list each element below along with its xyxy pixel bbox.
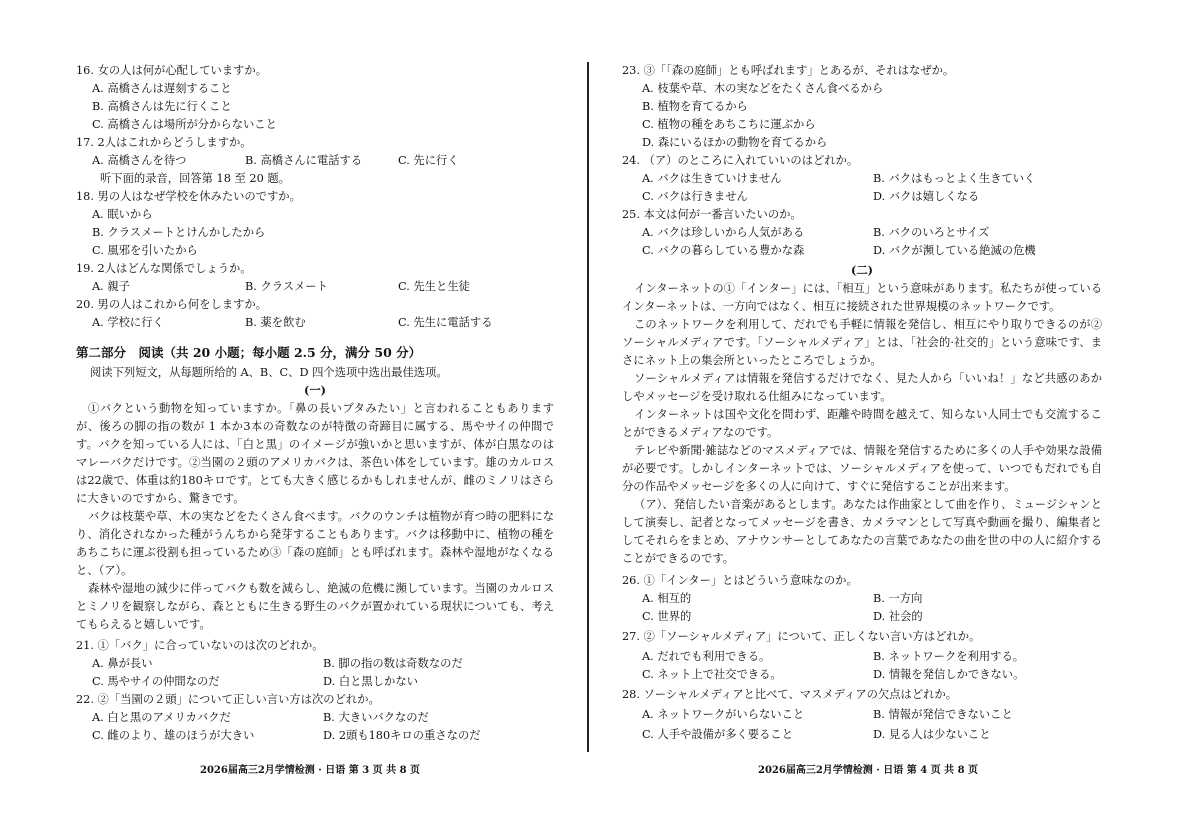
passage-paragraph: 森林や湿地の減少に伴ってバクも数を減らし、絶滅の危機に瀕しています。当園のカルロスとミノリを観察しながら、森とともに生きる野生のバクが置かれている現状についても、考えてもらえると嬉しいです。: [76, 582, 554, 631]
option: C. 風邪を引いたから: [92, 244, 198, 257]
option: C. 植物の種をあちこちに運ぶから: [642, 118, 816, 131]
question-28: 28. ソーシャルメディアと比べて、マスメディアの欠点はどれか。: [622, 688, 958, 701]
option: C. 馬やサイの仲間なのだ: [92, 675, 220, 688]
left-page: [76, 0, 554, 826]
question-25: 25. 本文は何が一番言いたいのか。: [622, 208, 802, 221]
option: D. 社会的: [873, 610, 923, 623]
option: B. 一方向: [873, 592, 923, 605]
question-26: 26. ①「インター」とはどういう意味なのか。: [622, 574, 858, 587]
passage-paragraph: （ア）、発信したい音楽があるとします。あなたは作曲家として曲を作り、ミュージシャンとして演奏し、記者となってメッセージを書き、カメラマンとして写真や動画を撮り、編集者としてそれらをまとめ、アナウンサーとしてあなたの言葉であなたの曲を世の中の人に紹介することができるのです。: [622, 498, 1102, 565]
option: B. 高橋さんは先に行くこと: [92, 100, 232, 113]
question-27: 27. ②「ソーシャルメディア」について、正しくない言い方はどれか。: [622, 630, 981, 643]
page-footer: 2026届高三2月学情检测 · 日语 第 3 页 共 8 页: [200, 765, 421, 776]
question-17: 17. 2人はこれからどうしますか。: [76, 136, 252, 149]
option: C. 雌のより、雄のほうが大きい: [92, 729, 255, 742]
question-18: 18. 男の人はなぜ学校を休みたいのですか。: [76, 190, 301, 203]
option: B. 植物を育てるから: [642, 100, 748, 113]
option: C. 人手や設備が多く要ること: [642, 728, 793, 741]
option: B. ネットワークを利用する。: [873, 650, 1025, 663]
section-instruction: 阅读下列短文，从每题所给的 A、B、C、D 四个选项中选出最佳选项。: [90, 366, 448, 379]
option: B. バクはもっとよく生きていく: [873, 172, 1036, 185]
option: B. 脚の指の数は奇数なのだ: [323, 657, 463, 670]
option: C. 世界的: [642, 610, 692, 623]
option: C. 高橋さんは場所が分からないこと: [92, 118, 277, 131]
option: B. クラスメート: [245, 280, 328, 293]
option: C. バクの暮らしている豊かな森: [642, 244, 805, 257]
passage-paragraph: ソーシャルメディアは情報を発信するだけでなく、見た人から「いいね！」など共感のあかしやメッセージを受け取れる仕組みになっています。: [622, 372, 1102, 403]
passage-paragraph: テレビや新聞·雑誌などのマスメディアでは、情報を発信するために多くの人手や効果な設備が必要です。しかしインターネットでは、ソーシャルメディアを使って、いつでもだれでも自分の作品やメッセージを多くの人に向けて、すぐに発信することが出来ます。: [622, 444, 1102, 493]
right-page: [622, 0, 1102, 826]
passage-paragraph: ①バクという動物を知っていますか。「鼻の長いブタみたい」と言われることもありますが、後ろの脚の指の数が 1 本か3本の奇数なのが特徴の奇蹄目に属する、馬やサイの仲間です。バクを知っている人には、「白と黒」のイメージが強いかと思いますが、体が白黒なのはマレーバクだけです。②当園の２頭のアメリカバクは、茶色い体をしています。雄のカルロスは22歳で、体重は約180キロです。とても大きく感じるかもしれませんが、雌のミノリはさらに大きいのですから、驚きです。: [76, 402, 554, 505]
option: A. 白と黒のアメリカバクだ: [92, 711, 231, 724]
option: A. バクは珍しいから人気がある: [642, 226, 805, 239]
question-22: 22. ②「当園の２頭」について正しい言い方は次のどれか。: [76, 693, 380, 706]
option: B. バクのいろとサイズ: [873, 226, 990, 239]
passage-paragraph: インターネットの①「インター」には、「相互」という意味があります。私たちが使っているインターネットは、一方向ではなく、相互に接続された世界規模のネットワークです。: [622, 282, 1102, 313]
question-24: 24. （ア）のところに入れていいのはどれか。: [622, 154, 859, 167]
question-19: 19. 2人はどんな関係でしょうか。: [76, 262, 252, 275]
option: A. 親子: [92, 280, 130, 293]
question-23: 23. ③「「森の庭師」とも呼ばれます」とあるが、それはなぜか。: [622, 64, 955, 77]
option: B. 大きいバクなのだ: [323, 711, 429, 724]
option: A. 相互的: [642, 592, 692, 605]
option: B. 情報が発信できないこと: [873, 708, 1013, 721]
option: C. 先生と生徒: [398, 280, 470, 293]
option: B. 高橋さんに電話する: [245, 154, 363, 167]
column-divider: [587, 62, 589, 752]
option: A. 高橋さんを待つ: [92, 154, 187, 167]
question-20: 20. 男の人はこれから何をしますか。: [76, 298, 268, 311]
option: C. ネット上で社交できる。: [642, 668, 782, 681]
option: D. 情報を発信しかできない。: [873, 668, 1025, 681]
option: A. 鼻が長い: [92, 657, 153, 670]
option: A. 学校に行く: [92, 316, 164, 329]
option: C. 先に行く: [398, 154, 459, 167]
option: D. 森にいるほかの動物を育てるから: [642, 136, 828, 149]
passage-paragraph: このネットワークを利用して、だれでも手軽に情報を発信し、相互にやり取りできるのが②ソーシャルメディアです。「ソーシャルメディア」とは、「社会的·社交的」という意味です、まさにネット上の集会所といったところでしょうか。: [622, 318, 1102, 367]
option: A. 枝葉や草、木の実などをたくさん食べるから: [642, 82, 884, 95]
passage-paragraph: インターネットは国や文化を問わず、距離や時間を越えて、知らない人同士でも交流することができるメディアなのです。: [622, 408, 1102, 439]
listening-instruction: 听下面的录音，回答第 18 至 20 题。: [100, 172, 290, 185]
option: B. 薬を飲む: [245, 316, 306, 329]
option: D. 2頭も180キロの重さなのだ: [323, 729, 481, 742]
section-title: 第二部分 阅读（共 20 小题；每小题 2.5 分，满分 50 分）: [76, 345, 422, 360]
option: D. バクは嬉しくなる: [873, 190, 980, 203]
option: A. ネットワークがいらないこと: [642, 708, 805, 721]
option: A. だれでも利用できる。: [642, 650, 771, 663]
option: D. 白と黒しかない: [323, 675, 418, 688]
option: C. 先生に電話する: [398, 316, 493, 329]
question-16: 16. 女の人は何が心配していますか。: [76, 64, 268, 77]
option: A. 高橋さんは遅刻すること: [92, 82, 232, 95]
option: B. クラスメートとけんかしたから: [92, 226, 266, 239]
option: A. 眠いから: [92, 208, 153, 221]
option: D. 見る人は少ないこと: [873, 728, 991, 741]
page-footer: 2026届高三2月学情检测 · 日语 第 4 页 共 8 页: [758, 765, 979, 776]
option: C. バクは行きません: [642, 190, 748, 203]
option: A. バクは生きていけません: [642, 172, 782, 185]
option: D. バクが瀕している絶滅の危機: [873, 244, 1036, 257]
passage-paragraph: バクは枝葉や草、木の実などをたくさん食べます。バクのウンチは植物が育つ時の肥料になり、消化されなかった種がうんちから発芽することもあります。バクは移動中に、植物の種をあちこちに運ぶ役割も担っているため③「森の庭師」とも呼ばれます。森林や湿地がなくなると、（ア）。: [76, 510, 554, 577]
passage-title: (一): [304, 383, 326, 397]
passage-title: (二): [851, 263, 873, 277]
question-21: 21. ①「バク」に合っていないのは次のどれか。: [76, 639, 324, 652]
